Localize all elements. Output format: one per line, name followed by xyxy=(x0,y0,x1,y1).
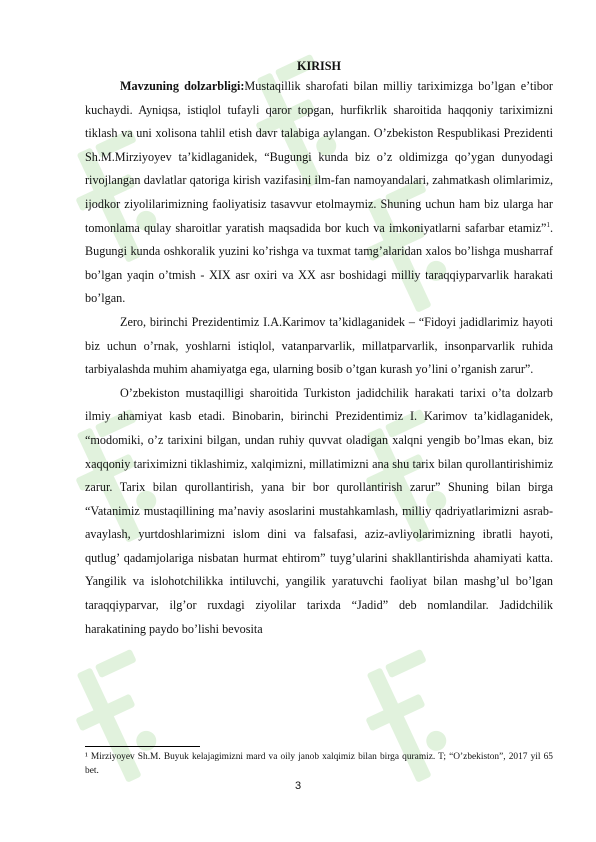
paragraph-lead: Mavzuning dolzarbligi: xyxy=(120,79,245,93)
page-title: KIRISH xyxy=(296,59,342,73)
footnote-text: ¹ Mirziyoyev Sh.M. Buyuk kelajagimizni mard va oily janob xalqimiz bilan birga quramiz. T; “O’zbekiston”, 2017 yil 65 bet. xyxy=(85,752,553,776)
footnote-ref[interactable]: 1 xyxy=(546,220,550,229)
paragraph-text: Mustaqillik sharofati bilan milliy tariximizga bo’lgan e’tibor kuchaydi. Ayniqsa, istiqlol tufayli qaror topgan, hurfikrlik sharoitida haqqoniy tariximizni tiklash va uni xolisona tahlil etish davr talabiga aylangan. O’zbekiston Respublikasi Prezidenti Sh.M.Mirziyoyev ta’kidlaganidek, “Bugungi kunda biz o’z oldimizga qo’ygan dunyodagi rivojlangan davlatlar qatoriga kirish vazifasini ilm-fan namoyandalari, zahmatkash olimlarimiz, ijodkor ziyolilarimizning faoliyatisiz tasavvur etolmaymiz. Shuning uchun ham biz ularga har tomonlama qulay sharoitlar yaratish maqsadida bor kuch va imkoniyatlarni safarbar etamiz” xyxy=(85,79,553,235)
paragraph-relevance xyxy=(85,75,553,311)
document-body xyxy=(85,58,553,641)
footnote-divider xyxy=(85,746,200,747)
paragraph-karimov-quote: Zero, birinchi Prezidentimiz I.A.Karimov ta’kidlaganidek – “Fidoyi jadidlarimiz hayoti biz uchun o’rnak, yoshlarni istiqlol, vatanparvarlik, millatparvarlik, insonparvarlik ruhida tarbiyalashda muhim ahamiyatga ega, ularning bosib o’tgan kurash yo’lini o’rganish zarur”. xyxy=(85,314,553,377)
paragraph-tail: . Bugungi kunda oshkoralik yuzini ko’rishga va tuxmat tamg’alaridan xalos bo’lishga musharraf bo’lgan yaqin o’tmish - XIX asr oxiri va XX asr boshidagi milliy taraqqiyparvarlik harakati bo’lgan. xyxy=(85,220,553,306)
page-number: 3 xyxy=(294,780,302,792)
paragraph-jadidism: O’zbekiston mustaqilligi sharoitida Turkiston jadidchilik harakati tarixi o’ta dolzarb ilmiy ahamiyat kasb etadi. Binobarin, birinchi Prezidentimiz I. Karimov ta’kidlaganidek, “modomiki, o’z tarixini bilgan, undan ruhiy quvvat oladigan xalqni yengib bo’lmas ekan, biz xaqqoniy tariximizni tiklashimiz, xalqimizni, millatimizni ana shu tarix bilan qurollantirishimiz zarur. Tarix bilan qurollantirish, yana bir bor qurollantirish zarur” Shuning bilan birga “Vatanimiz mustaqillining ma’naviy asoslarini mustahkamlash, milliy qadriyatlarimizni asrab-avaylash, yurtdoshlarimizni islom dini va falsafasi, aziz-avliyolarimizning ibratli hayoti, qutlug’ qadamjolariga nisbatan hurmat ehtirom” tuyg’ularini shakllantirishda ahamiyati katta. Yangilik va islohotchilikka intiluvchi, yangilik yaratuvchi faoliyat bilan mashg’ul bo’lgan taraqqiyparvar, ilg’or ruxdagi ziyolilar tarixda “Jadid” deb nomlandilar. Jadidchilik harakatining paydo bo’lishi bevosita xyxy=(85,385,553,636)
